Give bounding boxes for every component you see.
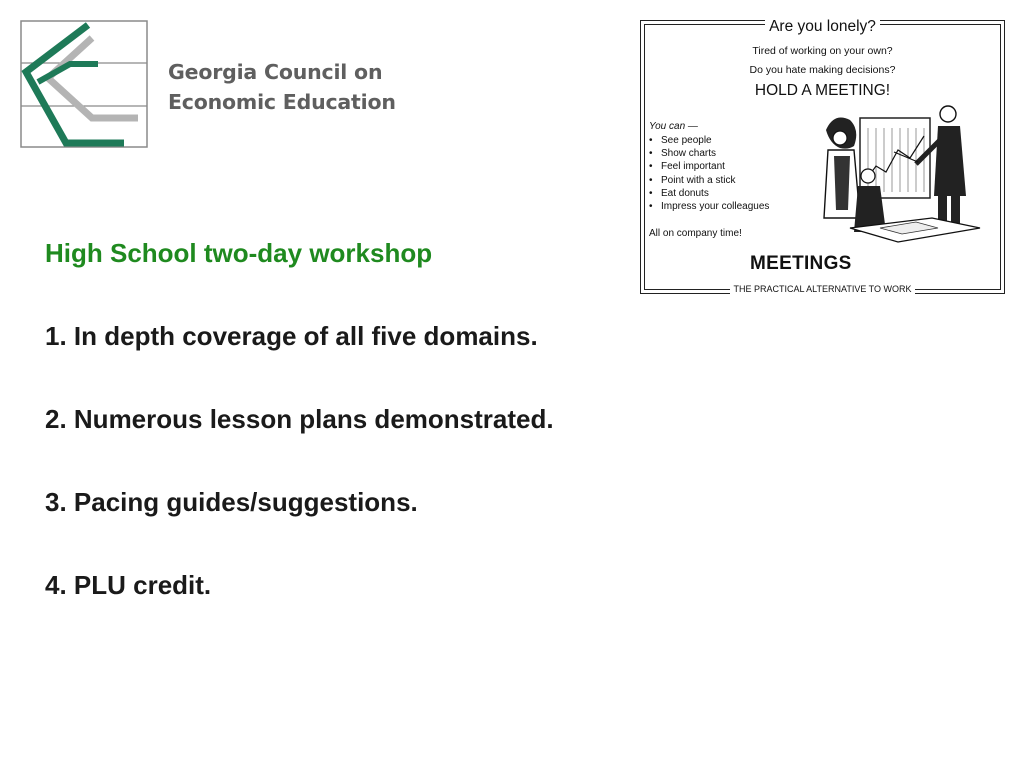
- list-item: • Point with a stick: [649, 174, 769, 187]
- organization-logo: [20, 20, 420, 152]
- cartoon-you-can: You can —: [649, 121, 698, 132]
- cartoon-title: Are you lonely?: [640, 18, 1005, 36]
- workshop-point: 4. PLU credit.: [45, 570, 212, 600]
- cartoon-hold-meeting: HOLD A MEETING!: [754, 82, 891, 99]
- organization-name-line1: Georgia Council on: [168, 60, 383, 84]
- cartoon-company-time: All on company time!: [649, 228, 742, 239]
- list-item: • Eat donuts: [649, 187, 769, 200]
- meetings-cartoon: [640, 20, 1005, 294]
- meeting-illustration-icon: [820, 100, 985, 250]
- list-item: • Feel important: [649, 160, 769, 173]
- workshop-heading: High School two-day workshop: [45, 238, 433, 268]
- cartoon-footer: THE PRACTICAL ALTERNATIVE TO WORK: [640, 279, 1005, 297]
- list-item: • See people: [649, 134, 769, 147]
- list-item: • Impress your colleagues: [649, 200, 769, 213]
- list-item: • Show charts: [649, 147, 769, 160]
- cartoon-question-1: Tired of working on your own?: [752, 45, 893, 57]
- workshop-content: [45, 238, 554, 653]
- workshop-point: 1. In depth coverage of all five domains.: [45, 321, 538, 351]
- organization-name-line2: Economic Education: [168, 90, 396, 114]
- organization-name: [168, 57, 396, 117]
- workshop-point: 3. Pacing guides/suggestions.: [45, 487, 418, 517]
- cartoon-benefits-list: [649, 134, 769, 213]
- workshop-point: 2. Numerous lesson plans demonstrated.: [45, 404, 554, 434]
- gcee-logo-icon: [20, 20, 150, 150]
- cartoon-meetings-title: MEETINGS: [750, 253, 852, 274]
- cartoon-question-2: Do you hate making decisions?: [749, 64, 896, 76]
